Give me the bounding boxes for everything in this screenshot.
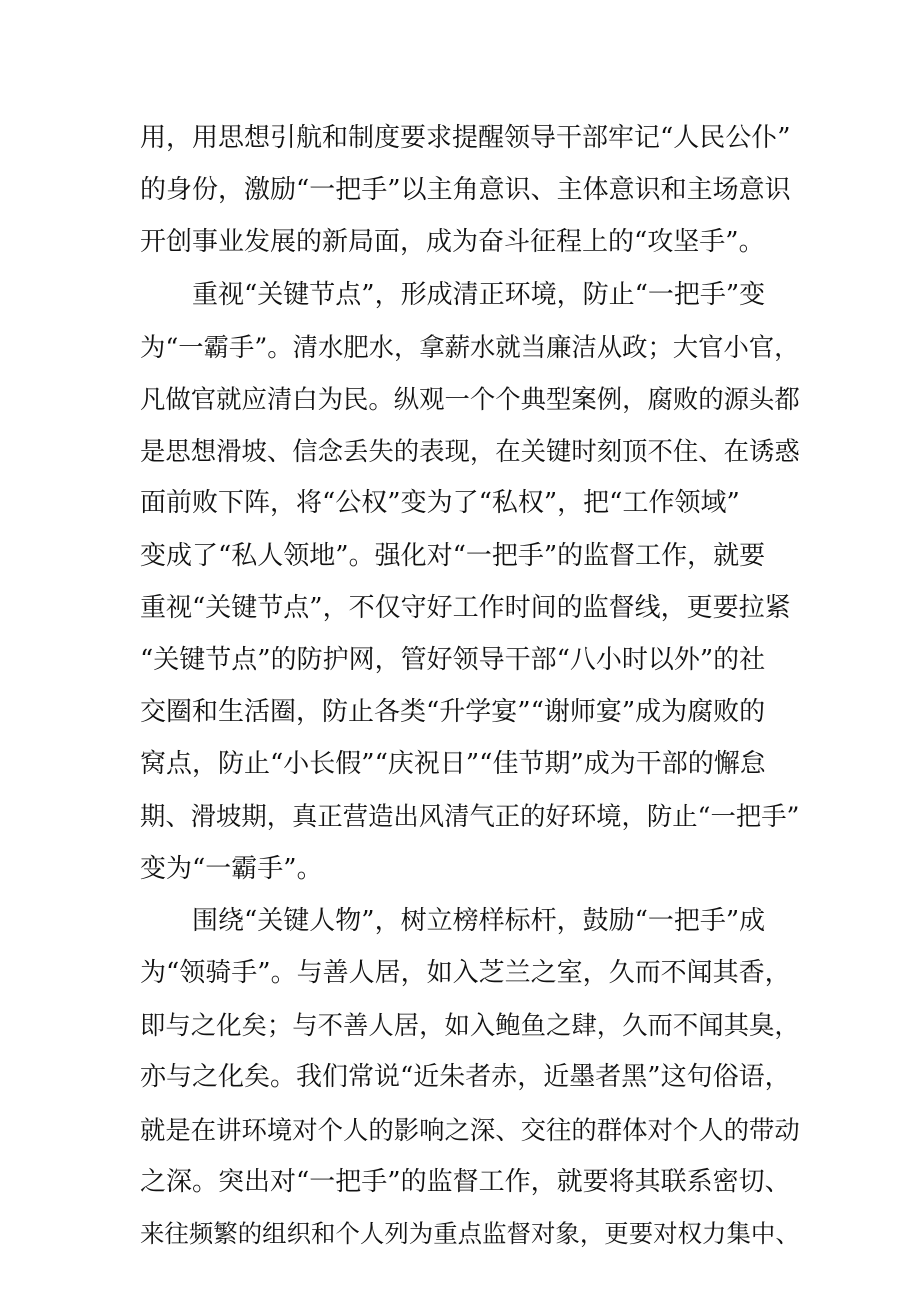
text-line: 就是在讲环境对个人的影响之深、交往的群体对个人的带动 [140,1114,800,1145]
text-line: “关键节点”的防护网，管好领导干部“八小时以外”的社 [140,644,766,675]
text-line: 期、滑坡期，真正营造出风清气正的好环境，防止“一把手” [140,801,800,832]
text-line: 凡做官就应清白为民。纵观一个个典型案例，腐败的源头都 [140,383,800,414]
paragraph-start-line: 重视“关键节点”，形成清正环境，防止“一把手”变 [192,279,766,310]
text-line: 的身份，激励“一把手”以主角意识、主体意识和主场意识 [140,175,791,206]
text-line: 重视“关键节点”，不仅守好工作时间的监督线，更要拉紧 [140,592,791,623]
text-line: 变为“一霸手”。 [140,853,323,884]
text-line: 是思想滑坡、信念丢失的表现，在关键时刻顶不住、在诱惑 [140,436,800,467]
text-line: 面前败下阵，将“公权”变为了“私权”，把“工作领域” [140,488,740,519]
paragraph-start-line: 围绕“关键人物”，树立榜样标杆，鼓励“一把手”成 [192,905,766,936]
text-line: 用，用思想引航和制度要求提醒领导干部牢记“人民公仆” [140,123,791,153]
text-line: 之深。突出对“一把手”的监督工作，就要将其联系密切、 [140,1166,791,1197]
text-line: 来往频繁的组织和个人列为重点监督对象，更要对权力集中、 [140,1218,800,1248]
text-line: 窝点，防止“小长假”“庆祝日”“佳节期”成为干部的懈怠 [140,749,766,780]
text-line: 即与之化矣；与不善人居，如入鲍鱼之肆，久而不闻其臭， [140,1010,800,1041]
text-line: 亦与之化矣。我们常说“近朱者赤，近墨者黑”这句俗语， [140,1062,791,1093]
text-line: 为“一霸手”。清水肥水，拿薪水就当廉洁从政；大官小官， [140,331,800,362]
text-line: 为“领骑手”。与善人居，如入芝兰之室，久而不闻其香， [140,958,791,988]
document-body [140,112,800,1260]
text-line: 开创事业发展的新局面，成为奋斗征程上的“攻坚手”。 [140,227,765,258]
text-line: 变成了“私人领地”。强化对“一把手”的监督工作，就要 [140,540,766,571]
text-line: 交圈和生活圈，防止各类“升学宴”“谢师宴”成为腐败的 [140,697,766,728]
